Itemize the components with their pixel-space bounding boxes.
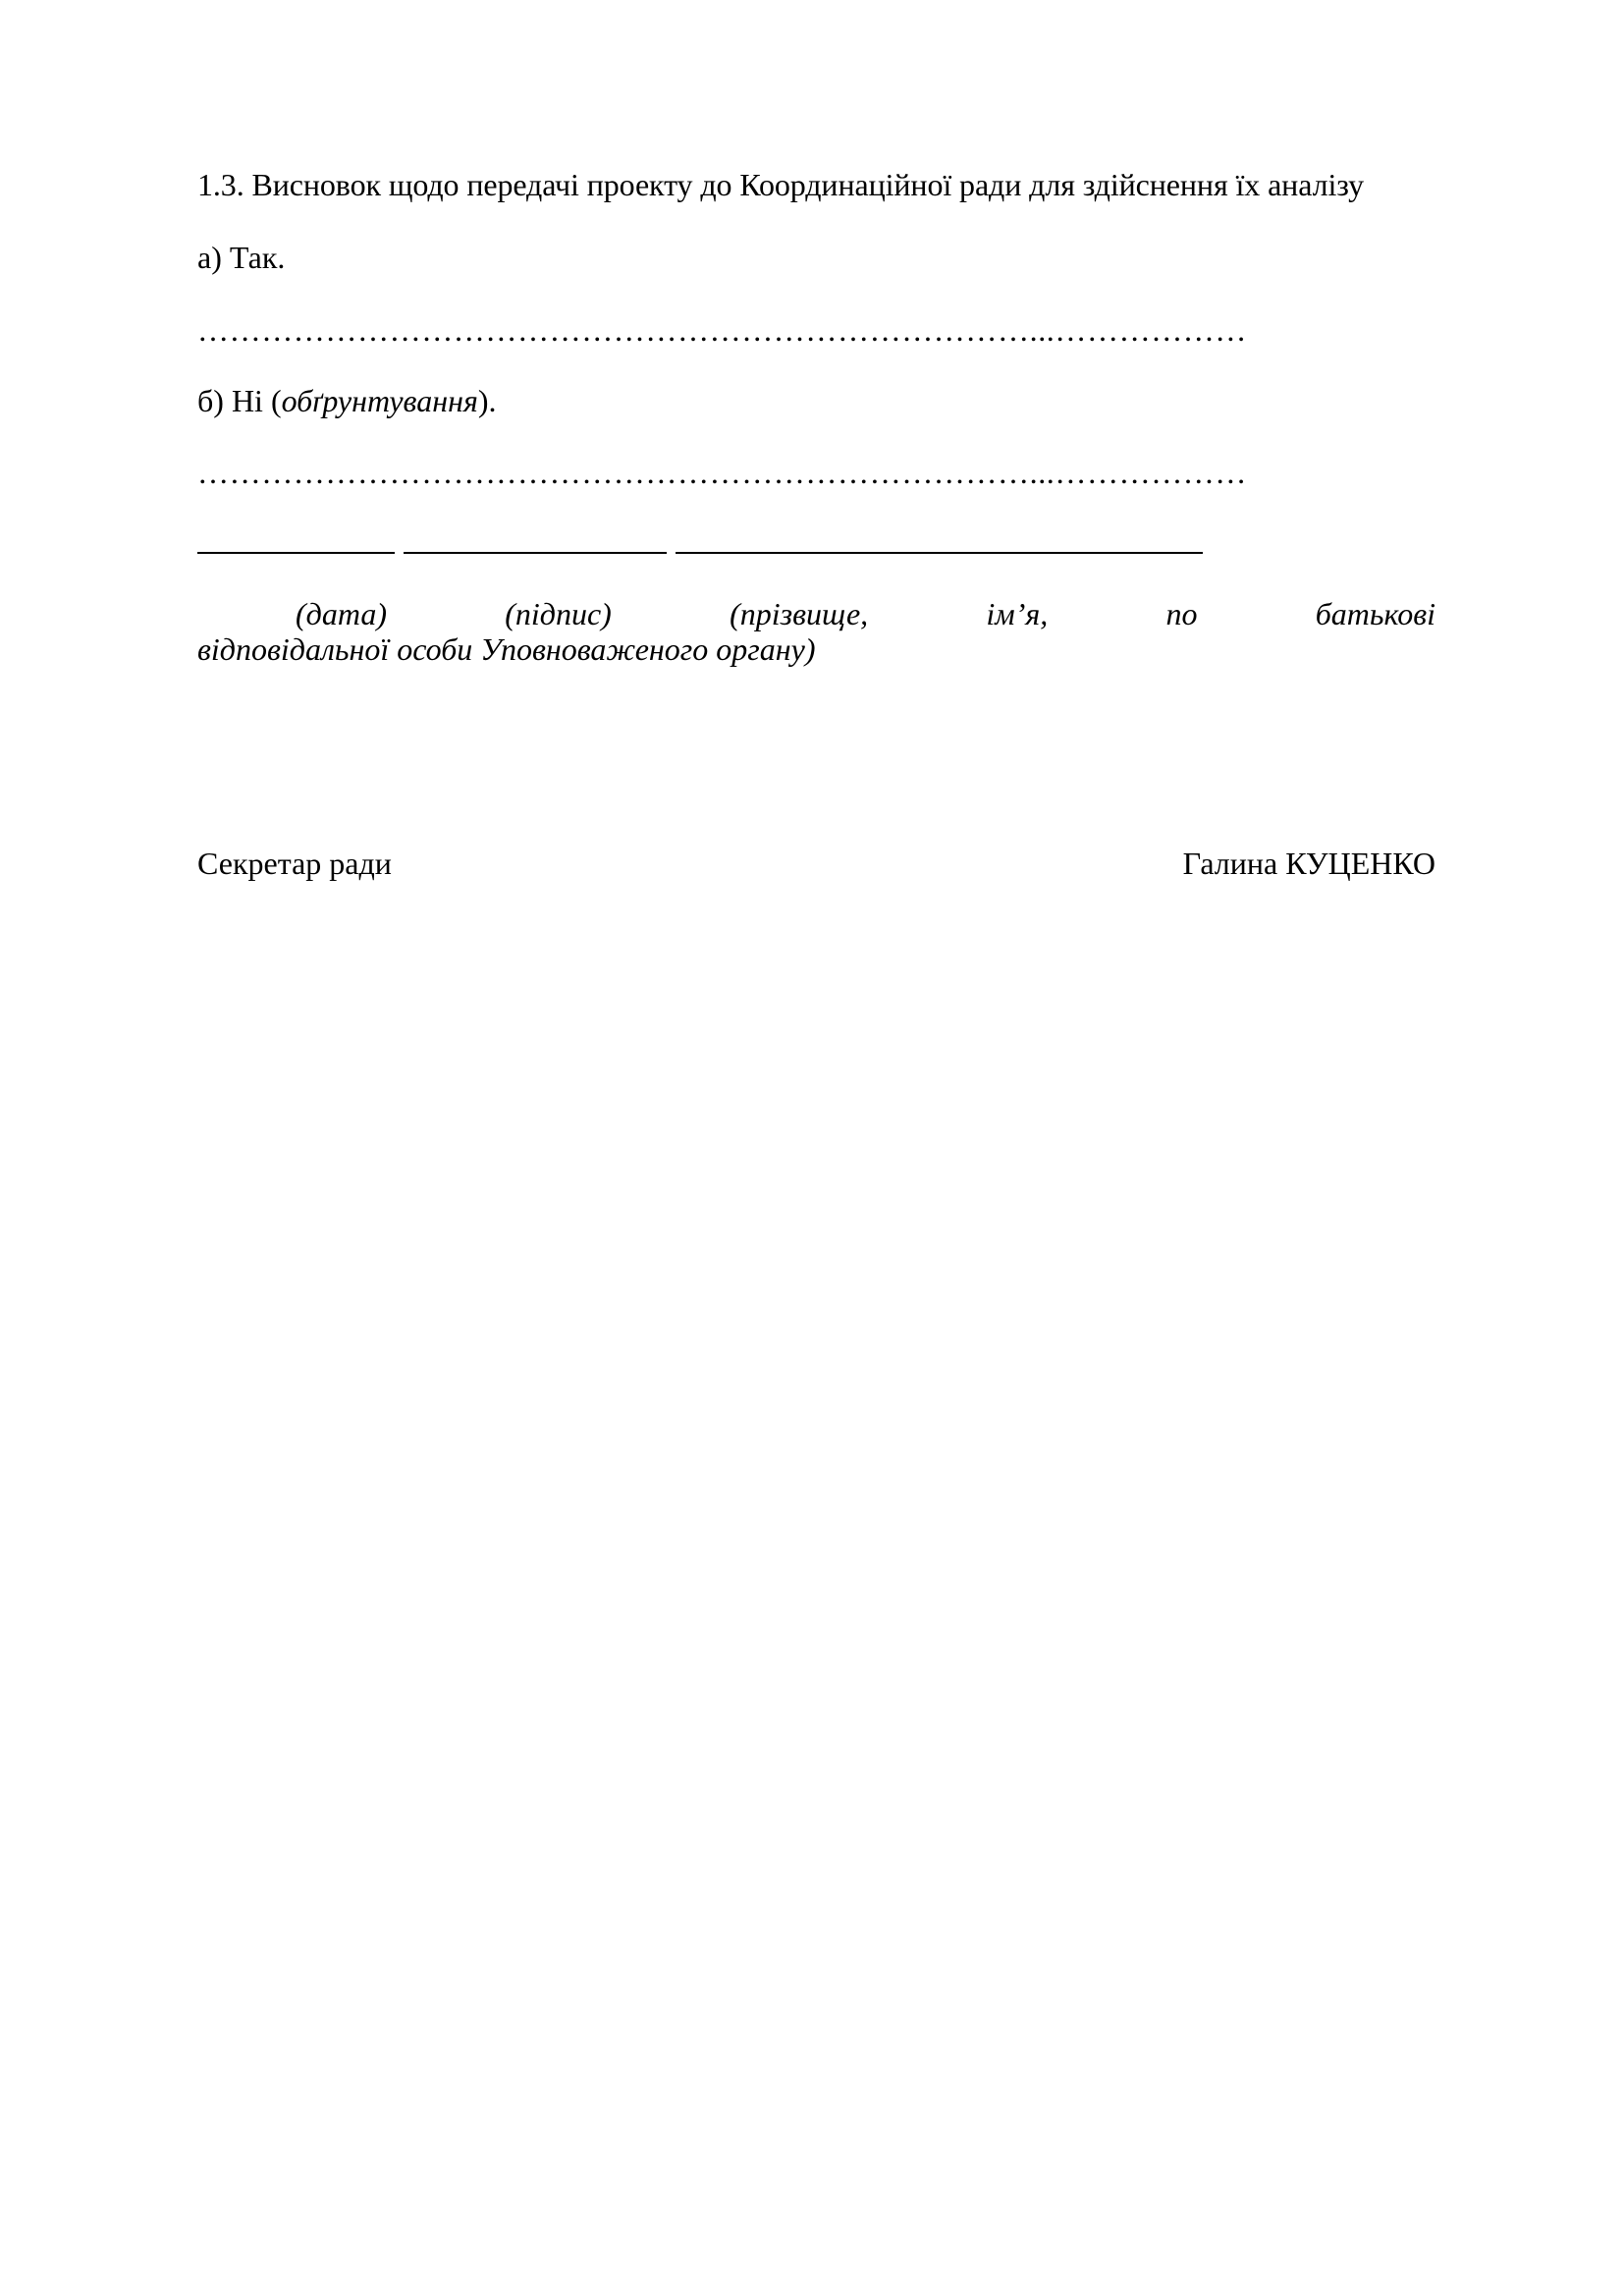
caption-signature: (підпис) <box>505 596 612 631</box>
caption-row-2: відповідальної особи Уповноваженого органу) <box>197 630 816 667</box>
option-b-justification: обґрунтування <box>281 383 478 418</box>
option-a: а) Так. <box>197 240 286 275</box>
caption-by: по <box>1165 596 1198 631</box>
fill-in-dotted-line-b: ……………………………………………………………………...……………… <box>197 455 1247 490</box>
signature-block <box>197 846 1435 882</box>
option-b <box>197 383 496 419</box>
full-name-line <box>676 552 1203 554</box>
signature-caption <box>197 597 1435 668</box>
fill-in-dotted-line-a: ……………………………………………………………………...……………… <box>197 312 1247 348</box>
caption-patronymic: батькові <box>1315 596 1435 631</box>
signer-position: Секретар ради <box>197 846 392 881</box>
caption-row-1 <box>197 597 1435 632</box>
caption-surname: (прізвище, <box>730 596 869 631</box>
signature-line <box>404 552 667 554</box>
caption-date: (дата) <box>296 596 387 631</box>
caption-name: ім’я, <box>986 596 1049 631</box>
signer-name: Галина КУЦЕНКО <box>1182 846 1435 881</box>
section-heading: 1.3. Висновок щодо передачі проекту до Координаційної ради для здійснення їх аналізу <box>197 167 1365 202</box>
option-b-suffix: ). <box>477 383 497 418</box>
option-b-prefix: б) Ні ( <box>197 383 282 418</box>
date-signature-line <box>197 552 395 554</box>
